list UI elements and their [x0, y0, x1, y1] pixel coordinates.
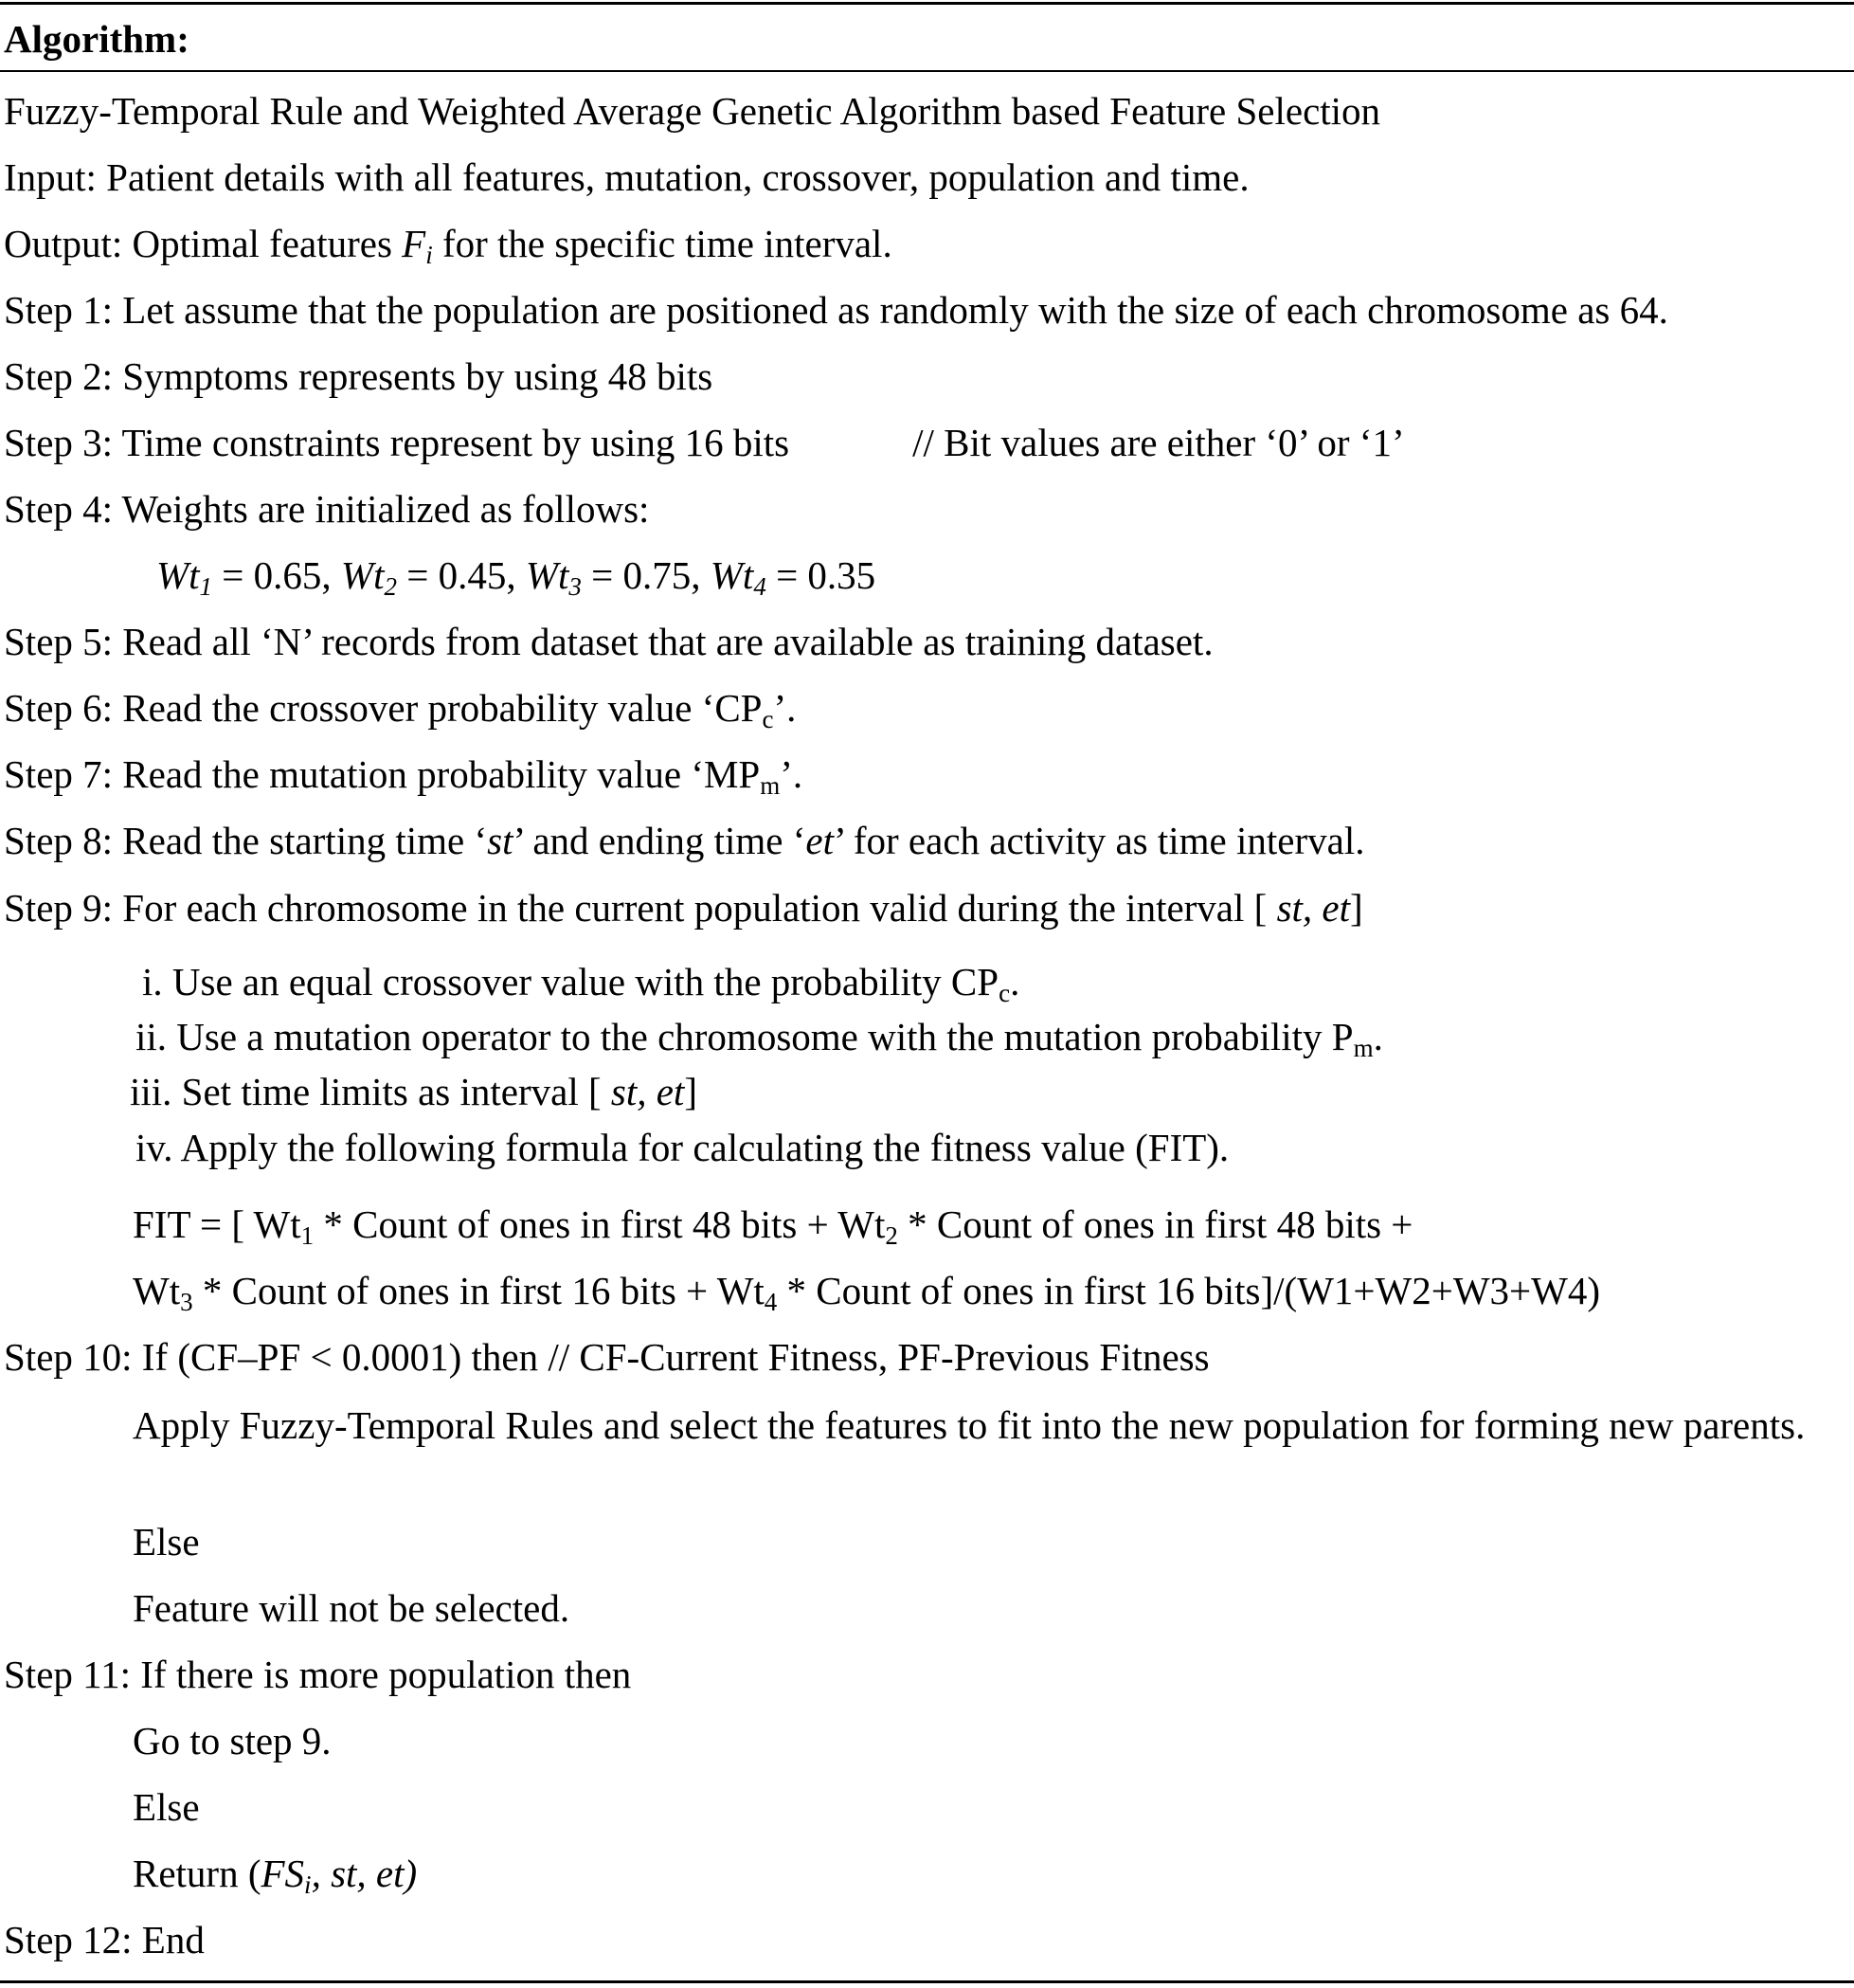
step-9-prefix: Step 9: For each chromosome in the current population valid during the interval [ [4, 886, 1277, 930]
step-9-ii-prefix: ii. Use a mutation operator to the chromosome with the mutation probability P [135, 1015, 1354, 1058]
step-2: Step 2: Symptoms represents by using 48 bits [4, 354, 713, 398]
fit2-c: * Count of ones in first 16 bits]/(W1+W2+W3+W4) [777, 1269, 1601, 1312]
step-9-iii [130, 1068, 697, 1115]
weight-3-sub: 3 [568, 572, 582, 601]
step-11-then: Go to step 9. [133, 1719, 332, 1762]
step-9-suffix: ] [1350, 886, 1363, 930]
return-rest: , st, et) [311, 1852, 418, 1895]
step-4: Step 4: Weights are initialized as follows: [4, 487, 650, 531]
step-3 [4, 419, 1405, 466]
step-9 [4, 884, 1363, 931]
bottom-rule [0, 1980, 1854, 1983]
weight-4-sub: 4 [753, 572, 766, 601]
step-8-et: et [805, 819, 834, 862]
weight-3-value: = 0.75, [581, 553, 711, 597]
fitness-formula-line-2 [133, 1267, 1600, 1314]
step-9-i-prefix: i. Use an equal crossover value with the probability CP [142, 960, 999, 1003]
step-8-st: st [487, 819, 513, 862]
weight-2-var: Wt [340, 553, 385, 597]
algorithm-heading: Algorithm: [4, 17, 189, 61]
fit2-b: * Count of ones in first 16 bits + Wt [192, 1269, 765, 1312]
step-6-sub: c [762, 705, 774, 733]
step-9-i [142, 958, 1019, 1005]
step-1: Step 1: Let assume that the population are positioned as randomly with the size of each chromosome as 64. [4, 288, 1668, 332]
fit2-a: Wt [133, 1269, 181, 1312]
weight-4-var: Wt [710, 553, 754, 597]
fit1-a: FIT = [ Wt [133, 1202, 301, 1246]
step-9-iv: iv. Apply the following formula for calculating the fitness value (FIT). [135, 1126, 1230, 1169]
step-8-a: Step 8: Read the starting time ‘ [4, 819, 488, 862]
return-sub: i [304, 1871, 312, 1899]
fitness-formula-line-1 [133, 1201, 1413, 1248]
input-line: Input: Patient details with all features, mutation, crossover, population and time. [4, 155, 1250, 199]
output-sub: i [425, 241, 433, 269]
output-prefix: Output: Optimal features [4, 222, 403, 265]
weight-2-sub: 2 [384, 572, 397, 601]
step-7 [4, 750, 802, 798]
step-9-iii-suffix: ] [684, 1070, 697, 1113]
step-6-suffix: ’. [773, 686, 797, 730]
fit1-b: * Count of ones in first 48 bits + Wt [314, 1202, 886, 1246]
step-7-sub: m [760, 771, 781, 800]
step-9-iii-prefix: iii. Set time limits as interval [ [130, 1070, 611, 1113]
fit2-s3: 3 [180, 1288, 193, 1316]
step-8 [4, 817, 1364, 864]
output-line [4, 220, 892, 267]
step-9-vars: st, et [1276, 886, 1350, 930]
step-8-c: ’ for each activity as time interval. [834, 819, 1365, 862]
step-3-comment: // Bit values are either ‘0’ or ‘1’ [912, 421, 1405, 464]
return-var: FS [261, 1852, 305, 1895]
step-11-else: Else [133, 1785, 200, 1829]
step-7-suffix: ’. [780, 752, 803, 796]
fit1-s2: 2 [885, 1221, 898, 1250]
header-rule [0, 70, 1854, 72]
step-11: Step 11: If there is more population then [4, 1653, 632, 1696]
step-10: Step 10: If (CF–PF < 0.0001) then // CF-Current Fitness, PF-Previous Fitness [4, 1335, 1210, 1379]
step-5: Step 5: Read all ‘N’ records from dataset that are available as training dataset. [4, 620, 1214, 663]
output-var: F [402, 222, 426, 265]
step-9-ii [135, 1013, 1383, 1060]
weight-2-value: = 0.45, [396, 553, 526, 597]
step-11-return [133, 1850, 417, 1897]
step-9-i-sub: c [999, 979, 1011, 1007]
step-10-else-body: Feature will not be selected. [133, 1586, 570, 1630]
top-rule [0, 2, 1854, 5]
step-6-prefix: Step 6: Read the crossover probability value ‘CP [4, 686, 763, 730]
step-10-then: Apply Fuzzy-Temporal Rules and select the features to fit into the new population for forming new parents. [133, 1403, 1806, 1447]
weight-1-var: Wt [156, 553, 200, 597]
weight-1-value: = 0.65, [212, 553, 341, 597]
weight-3-var: Wt [525, 553, 569, 597]
fit2-s4: 4 [764, 1288, 778, 1316]
algorithm-name: Fuzzy-Temporal Rule and Weighted Average Genetic Algorithm based Feature Selection [4, 89, 1381, 133]
step-12: Step 12: End [4, 1918, 205, 1961]
step-3-text: Step 3: Time constraints represent by using 16 bits [4, 421, 790, 464]
step-9-i-suffix: . [1010, 960, 1020, 1003]
fit1-c: * Count of ones in first 48 bits + [897, 1202, 1413, 1246]
step-8-b: ’ and ending time ‘ [513, 819, 806, 862]
step-7-prefix: Step 7: Read the mutation probability value ‘MP [4, 752, 761, 796]
fit1-s1: 1 [300, 1221, 315, 1250]
step-6 [4, 684, 796, 732]
weight-4-value: = 0.35 [765, 553, 876, 597]
step-9-ii-sub: m [1353, 1034, 1374, 1062]
step-10-else: Else [133, 1520, 200, 1563]
step-9-iii-vars: st, et [610, 1070, 685, 1113]
weight-1-sub: 1 [199, 572, 213, 601]
step-9-ii-suffix: . [1373, 1015, 1383, 1058]
weights-line [156, 551, 875, 599]
output-suffix: for the specific time interval. [432, 222, 892, 265]
return-prefix: Return ( [133, 1852, 261, 1895]
